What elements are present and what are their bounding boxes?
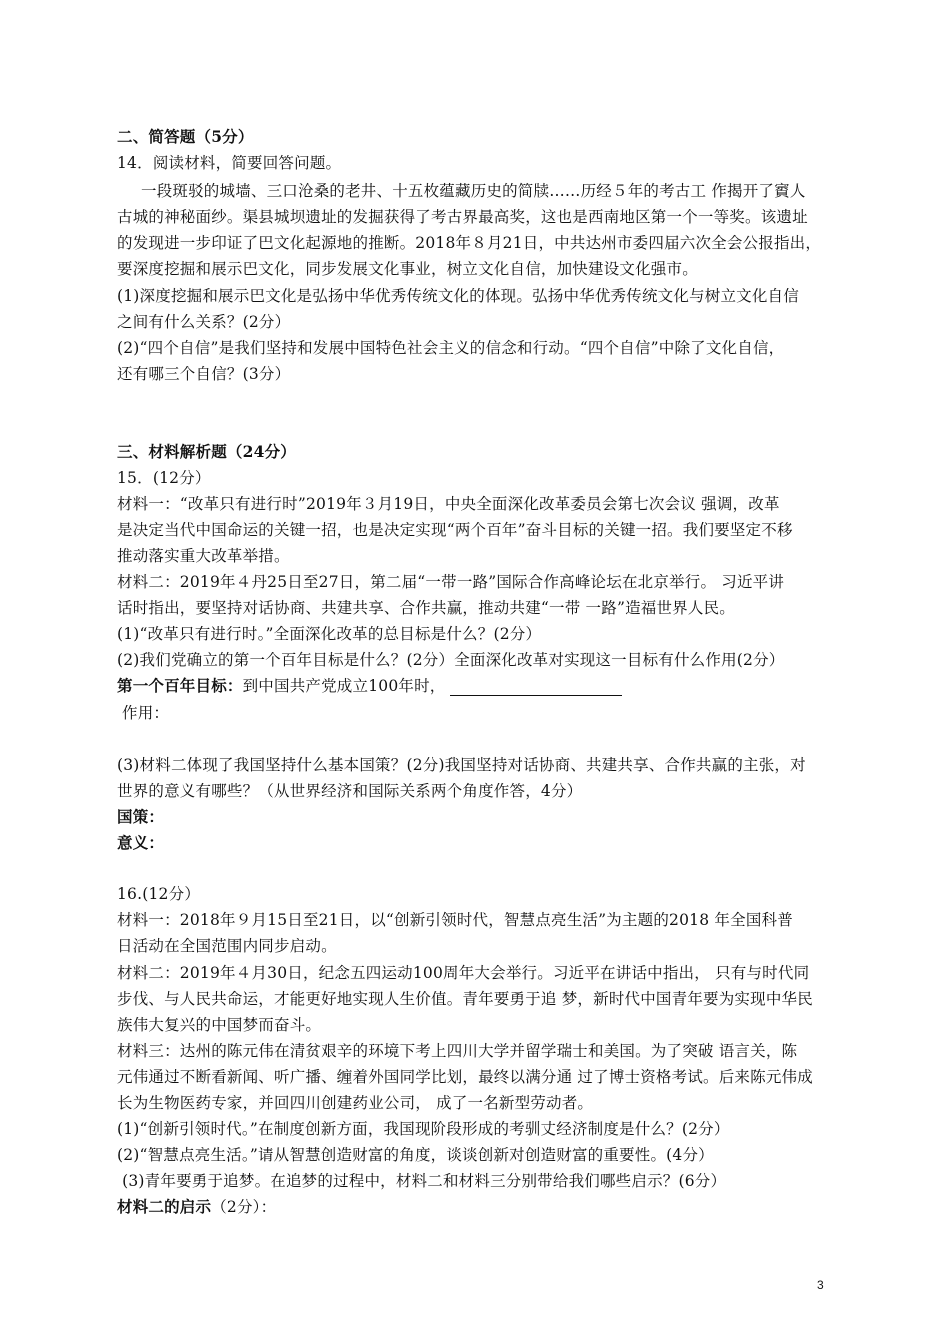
answer-label: 材料二的启示 [117, 1197, 212, 1216]
sub-question: (1)“创新引领时代。”在制度创新方面，我国现阶段形成的考驯丈经济制度是什么？(2分） [117, 1120, 730, 1138]
answer-label: 意义： [117, 833, 165, 852]
material-line: 材料一：“改革只有进行时”2019年３月19日，中央全面深化改革委员会第七次会议 强调，改革 [117, 495, 780, 513]
sub-question: 之间有什么关系？(2分） [117, 313, 291, 331]
sub-question: (1)“改革只有进行时。”全面深化改革的总目标是什么？(2分） [117, 625, 542, 643]
sub-question: 还有哪三个自信？(3分） [117, 365, 291, 383]
material-line: 长为生物医药专家，并回四川创建药业公司， 成了一名新型劳动者。 [117, 1094, 594, 1112]
answer-label: 作用： [122, 704, 170, 722]
answer-label-tail: （2分）： [211, 1198, 277, 1216]
answer-line [117, 676, 847, 696]
sub-question: (2)我们党确立的第一个百年目标是什么？(2分）全面深化改革对实现这一目标有什么作用(2分） [117, 651, 785, 669]
question-header: 16.(12分） [117, 885, 201, 903]
material-line: 是决定当代中国命运的关键一招，也是决定实现“两个百年”奋斗目标的关键一招。我们要坚定不移 [117, 521, 793, 539]
sub-question: 世界的意义有哪些？（从世界经济和国际关系两个角度作答，4分） [117, 782, 583, 800]
material-line: 元伟通过不断看新闻、听广播、缠着外国同学比划，最终以满分通 过了博士资格考试。后来陈元伟成 [117, 1068, 813, 1086]
answer-label: 国策： [117, 807, 165, 826]
material-line: 一段斑驳的城墙、三口沧桑的老井、十五枚蕴藏历史的简牍……历经５年的考古工 作揭开了賨人 [141, 182, 806, 200]
material-line: 族伟大复兴的中国梦而奋斗。 [117, 1016, 322, 1034]
sub-question: (1)深度挖掘和展示巴文化是弘扬中华优秀传统文化的体现。弘扬中华优秀传统文化与树立文化自信 [117, 287, 799, 305]
answer-prompt: 到中国共产党成立100年时， [242, 677, 446, 695]
section-title: 三、材料解析题（24分） [117, 442, 296, 461]
answer-label: 第一个百年目标： [117, 676, 243, 695]
section-title: 二、简答题（5分） [117, 127, 254, 146]
material-line: 日活动在全国范围内同步启动。 [117, 937, 337, 955]
sub-question: (2)“智慧点亮生活。”请从智慧创造财富的角度，谈谈创新对创造财富的重要性。(4分） [117, 1146, 714, 1164]
material-line: 材料三：达州的陈元伟在清贫艰辛的环境下考上四川大学并留学瑞士和美国。为了突破 语言关，陈 [117, 1042, 798, 1060]
material-line: 古城的神秘面纱。渠县城坝遗址的发掘获得了考古界最高奖，这也是西南地区第一个一等奖。该遗址 [117, 208, 808, 226]
sub-question: (2)“四个自信”是我们坚持和发展中国特色社会主义的信念和行动。“四个自信”中除了文化自信， [117, 339, 785, 357]
material-line: 步伐、与人民共命运，才能更好地实现人生价值。青年要勇于追 梦，新时代中国青年要为实现中华民 [117, 990, 813, 1008]
question-header: 15．(12分） [117, 469, 211, 487]
material-line: 要深度挖掘和展示巴文化，同步发展文化事业，树立文化自信，加快建设文化强市。 [117, 260, 698, 278]
material-line: 材料二：2019年４丹25日至27日，第二届“一带一路”国际合作高峰论坛在北京举行。 习近平讲 [117, 573, 785, 591]
sub-question: (3)青年要勇于追梦。在追梦的过程中，材料二和材料三分别带给我们哪些启示？(6分） [117, 1172, 727, 1190]
sub-question: (3)材料二体现了我国坚持什么基本国策？(2分)我国坚持对话协商、共建共享、合作共赢的主张，对 [117, 756, 806, 774]
question-stem: 14．阅读材料，简要回答问题。 [117, 154, 342, 172]
material-line: 的发现进一步印证了巴文化起源地的推断。2018年８月21日，中共达州市委四届六次全会公报指出， [117, 234, 822, 252]
material-line: 材料二：2019年４月30日，纪念五四运动100周年大会举行。习近平在讲话中指出， 只有与时代同 [117, 964, 810, 982]
material-line: 话时指出，要坚持对话协商、共建共享、合作共赢，推动共建“一带 一路”造福世界人民。 [117, 599, 735, 617]
material-line: 材料一：2018年９月15日至21日，以“创新引领时代，智慧点亮生活”为主题的2018 年全国科普 [117, 911, 793, 929]
answer-line [117, 1197, 847, 1217]
answer-blank[interactable] [450, 679, 622, 696]
page-number: 3 [817, 1278, 824, 1292]
material-line: 推动落实重大改革举措。 [117, 547, 290, 565]
